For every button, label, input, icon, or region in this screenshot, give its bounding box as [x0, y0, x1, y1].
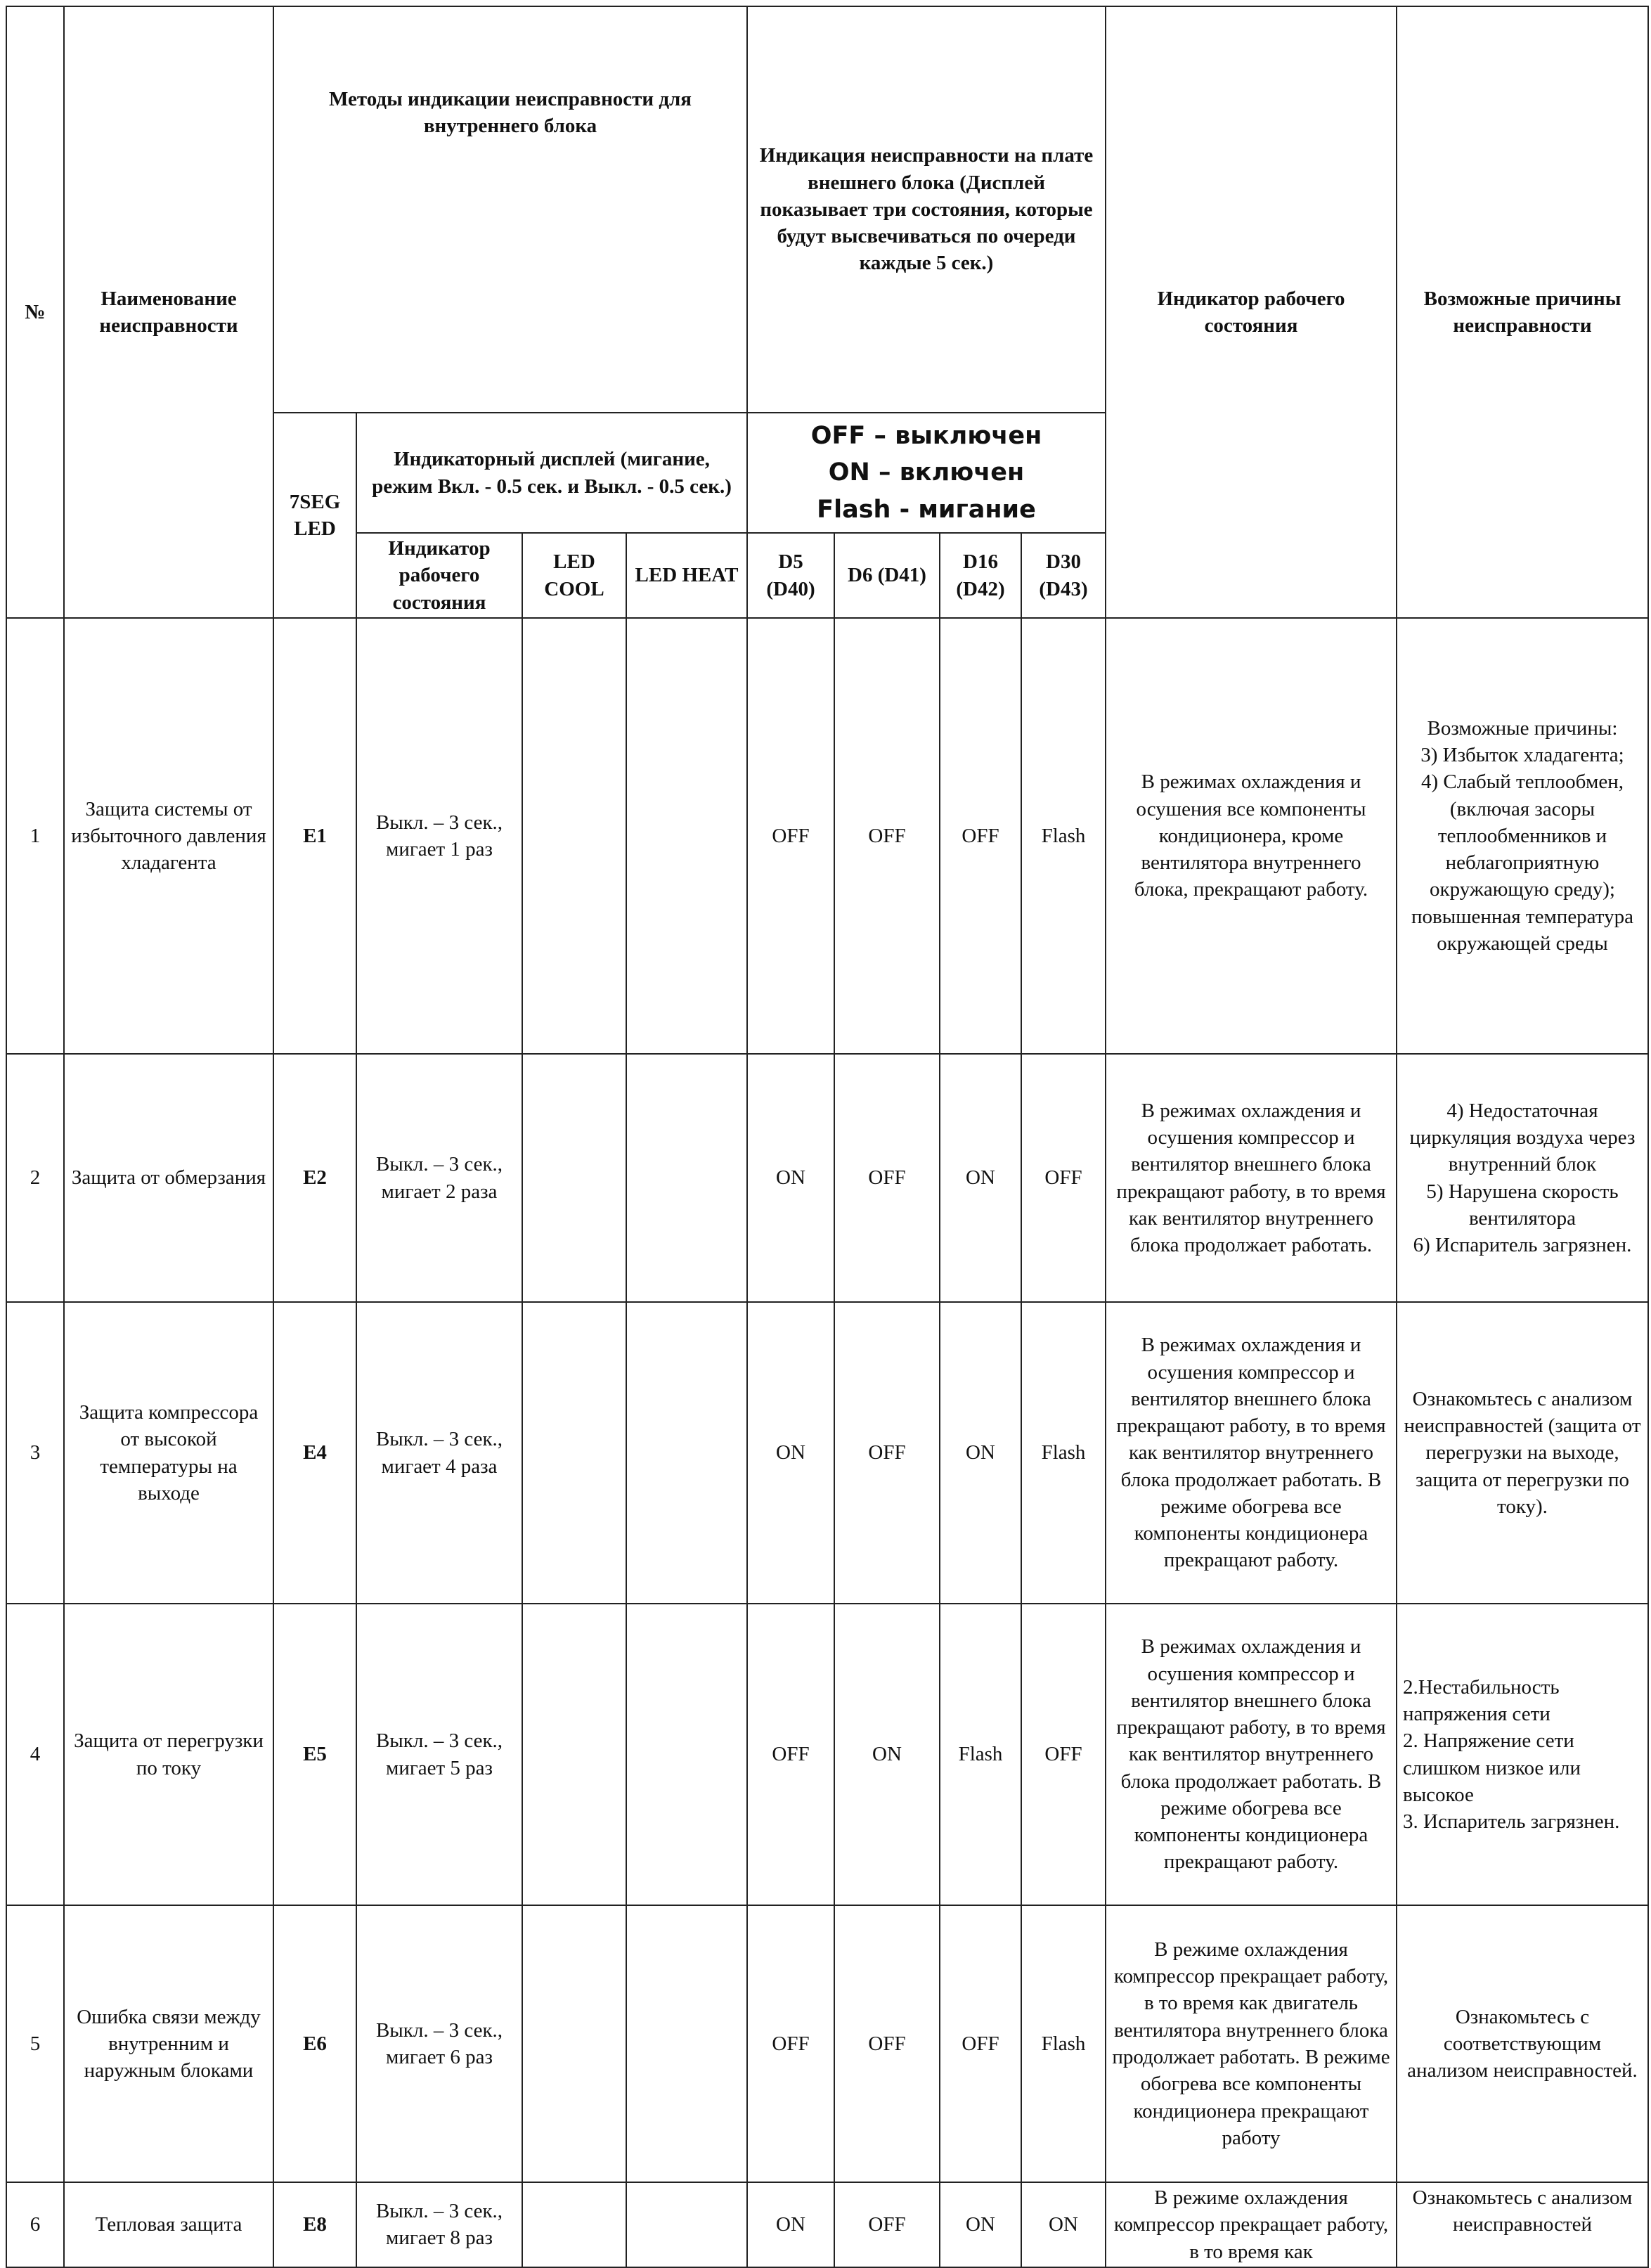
header-run-indicator: Индикатор рабочего состояния	[356, 533, 522, 618]
possible-causes: Возможные причины: 3) Избыток хладагента; 4) Слабый теплообмен, (включая засоры теплообменников и неблагоприятную окружающую среду); повышенная температура окружающей среды	[1397, 618, 1648, 1054]
d6-state: OFF	[834, 1054, 940, 1302]
table-row	[6, 2182, 1648, 2267]
d6-state: OFF	[834, 1302, 940, 1604]
d6-state: OFF	[834, 1905, 940, 2182]
header-d5: D5 (D40)	[747, 533, 834, 618]
status-description: В режимах охлаждения и осушения компрессор и вентилятор внешнего блока прекращают работу, в то время как вентилятор внутреннего блока продолжает работать. В режиме обогрева все компоненты кондиционера прекращают работу.	[1106, 1302, 1397, 1604]
d6-state: ON	[834, 1604, 940, 1905]
d30-state: OFF	[1021, 1054, 1106, 1302]
header-d16: D16 (D42)	[940, 533, 1021, 618]
d5-state: ON	[747, 2182, 834, 2267]
state-on-legend: ON – включен	[828, 458, 1025, 487]
state-off-legend: OFF – выключен	[810, 421, 1042, 450]
row-num: 3	[6, 1302, 64, 1604]
header-status-indicator: Индикатор рабочего состояния	[1106, 6, 1397, 618]
header-indoor-methods: Методы индикации неисправности для внутреннего блока	[273, 6, 747, 413]
header-led-heat: LED HEAT	[626, 533, 747, 618]
d30-state: Flash	[1021, 1302, 1106, 1604]
header-d30: D30 (D43)	[1021, 533, 1106, 618]
d16-state: ON	[940, 2182, 1021, 2267]
state-legend	[747, 413, 1106, 533]
d16-state: ON	[940, 1054, 1021, 1302]
led-heat-cell	[626, 618, 747, 1054]
header-row-1	[6, 6, 1648, 413]
led-cool-cell	[522, 1604, 626, 1905]
table-row	[6, 1905, 1648, 2182]
row-num: 2	[6, 1054, 64, 1302]
fault-codes-table	[6, 6, 1649, 2268]
header-num: №	[6, 6, 64, 618]
d6-state: OFF	[834, 2182, 940, 2267]
d30-state: Flash	[1021, 618, 1106, 1054]
header-7seg-led: 7SEG LED	[273, 413, 356, 618]
d16-state: ON	[940, 1302, 1021, 1604]
led-cool-cell	[522, 1905, 626, 2182]
led-cool-cell	[522, 1054, 626, 1302]
indicator-blink: Выкл. – 3 сек., мигает 8 раз	[356, 2182, 522, 2267]
led-heat-cell	[626, 1054, 747, 1302]
header-led-cool: LED COOL	[522, 533, 626, 618]
fault-name: Защита от перегрузки по току	[64, 1604, 273, 1905]
indicator-blink: Выкл. – 3 сек., мигает 2 раза	[356, 1054, 522, 1302]
state-flash-legend: Flash - мигание	[817, 495, 1036, 524]
row-num: 1	[6, 618, 64, 1054]
header-fault-name: Наименование неисправности	[64, 6, 273, 618]
possible-causes: Ознакомьтесь с анализом неисправностей	[1397, 2182, 1648, 2267]
d5-state: OFF	[747, 1905, 834, 2182]
indicator-blink: Выкл. – 3 сек., мигает 1 раз	[356, 618, 522, 1054]
status-description: В режимах охлаждения и осушения компрессор и вентилятор внешнего блока прекращают работу, в то время как вентилятор внутреннего блока продолжает работать. В режиме обогрева все компоненты кондиционера прекращают работу.	[1106, 1604, 1397, 1905]
row-num: 5	[6, 1905, 64, 2182]
fault-name: Тепловая защита	[64, 2182, 273, 2267]
table-row	[6, 1054, 1648, 1302]
d16-state: OFF	[940, 1905, 1021, 2182]
error-code: E2	[273, 1054, 356, 1302]
d30-state: Flash	[1021, 1905, 1106, 2182]
d5-state: OFF	[747, 1604, 834, 1905]
status-description: В режиме охлаждения компрессор прекращает работу, в то время как	[1106, 2182, 1397, 2267]
fault-name: Ошибка связи между внутренним и наружным блоками	[64, 1905, 273, 2182]
fault-name: Защита системы от избыточного давления хладагента	[64, 618, 273, 1054]
indicator-blink: Выкл. – 3 сек., мигает 6 раз	[356, 1905, 522, 2182]
led-heat-cell	[626, 1302, 747, 1604]
status-description: В режимах охлаждения и осушения все компоненты кондиционера, кроме вентилятора внутреннего блока, прекращают работу.	[1106, 618, 1397, 1054]
status-description: В режимах охлаждения и осушения компрессор и вентилятор внешнего блока прекращают работу, в то время как вентилятор внутреннего блока продолжает работать.	[1106, 1054, 1397, 1302]
d6-state: OFF	[834, 618, 940, 1054]
d5-state: ON	[747, 1302, 834, 1604]
led-cool-cell	[522, 618, 626, 1054]
indicator-blink: Выкл. – 3 сек., мигает 4 раза	[356, 1302, 522, 1604]
table-row	[6, 1604, 1648, 1905]
header-causes: Возможные причины неисправности	[1397, 6, 1648, 618]
possible-causes: 4) Недостаточная циркуляция воздуха через внутренний блок 5) Нарушена скорость вентилятора 6) Испаритель загрязнен.	[1397, 1054, 1648, 1302]
error-code: E4	[273, 1302, 356, 1604]
possible-causes: 2.Нестабильность напряжения сети 2. Напряжение сети слишком низкое или высокое 3. Испаритель загрязнен.	[1397, 1604, 1648, 1905]
d5-state: OFF	[747, 618, 834, 1054]
status-description: В режиме охлаждения компрессор прекращает работу, в то время как двигатель вентилятора внутреннего блока продолжает работать. В режиме обогрева все компоненты кондиционера прекращают работу	[1106, 1905, 1397, 2182]
header-display: Индикаторный дисплей (мигание, режим Вкл. - 0.5 сек. и Выкл. - 0.5 сек.)	[356, 413, 747, 533]
error-code: E8	[273, 2182, 356, 2267]
header-d6: D6 (D41)	[834, 533, 940, 618]
table-row	[6, 618, 1648, 1054]
led-heat-cell	[626, 1604, 747, 1905]
led-heat-cell	[626, 2182, 747, 2267]
d30-state: OFF	[1021, 1604, 1106, 1905]
error-code: E6	[273, 1905, 356, 2182]
d16-state: Flash	[940, 1604, 1021, 1905]
d30-state: ON	[1021, 2182, 1106, 2267]
fault-name: Защита компрессора от высокой температуры на выходе	[64, 1302, 273, 1604]
error-code: E1	[273, 618, 356, 1054]
row-num: 4	[6, 1604, 64, 1905]
row-num: 6	[6, 2182, 64, 2267]
table-row	[6, 1302, 1648, 1604]
led-heat-cell	[626, 1905, 747, 2182]
error-code: E5	[273, 1604, 356, 1905]
header-outdoor-board: Индикация неисправности на плате внешнего блока (Дисплей показывает три состояния, которые будут высвечиваться по очереди каждые 5 сек.)	[747, 6, 1106, 413]
d5-state: ON	[747, 1054, 834, 1302]
possible-causes: Ознакомьтесь с анализом неисправностей (защита от перегрузки на выходе, защита от перегрузки по току).	[1397, 1302, 1648, 1604]
d16-state: OFF	[940, 618, 1021, 1054]
led-cool-cell	[522, 1302, 626, 1604]
indicator-blink: Выкл. – 3 сек., мигает 5 раз	[356, 1604, 522, 1905]
fault-name: Защита от обмерзания	[64, 1054, 273, 1302]
possible-causes: Ознакомьтесь с соответствующим анализом неисправностей.	[1397, 1905, 1648, 2182]
led-cool-cell	[522, 2182, 626, 2267]
